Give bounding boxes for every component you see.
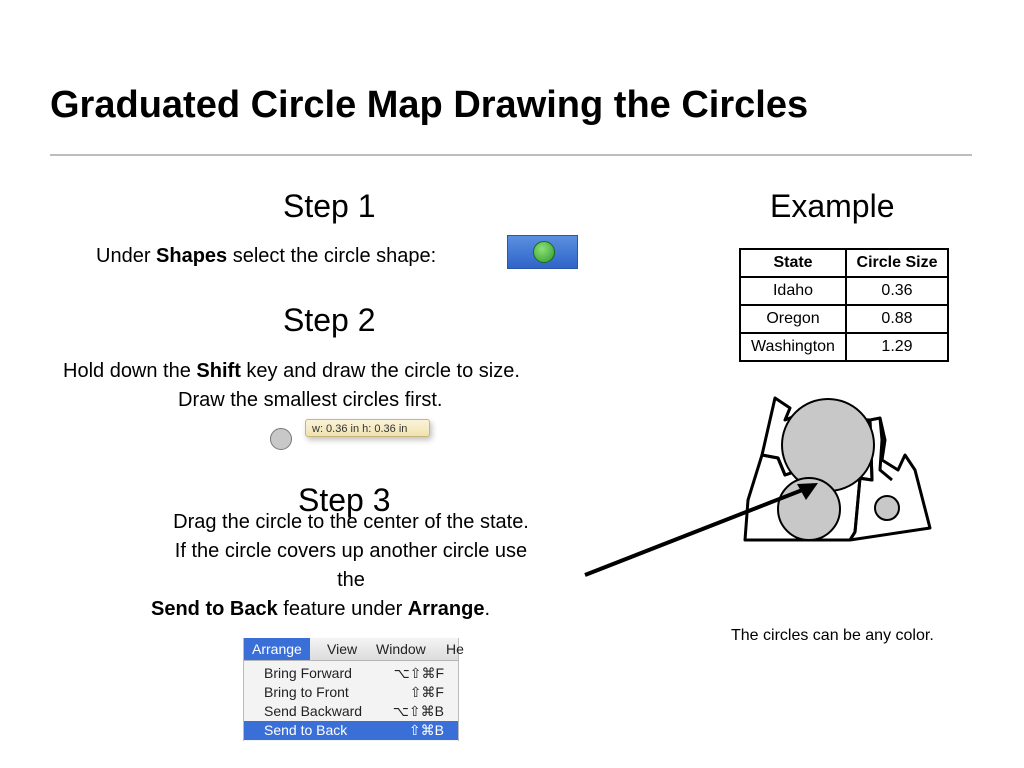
menu-help[interactable]: He <box>446 641 464 657</box>
cell-state: Oregon <box>740 305 846 333</box>
cell-state: Idaho <box>740 277 846 305</box>
step1-text-pre: Under <box>96 245 157 267</box>
size-tooltip: w: 0.36 in h: 0.36 in <box>305 419 430 437</box>
step3-line4-mid: feature under <box>277 598 408 620</box>
cell-size: 0.88 <box>846 305 948 333</box>
menu-item-label: Send to Back <box>264 722 348 738</box>
header-circle-size: Circle Size <box>846 249 948 277</box>
step1-text-post: select the circle shape: <box>227 245 437 267</box>
step3-line3: the <box>337 569 365 591</box>
step3-line1: Drag the circle to the center of the state. <box>173 511 529 533</box>
step3-line4-end: . <box>484 598 491 620</box>
menu-view[interactable]: View <box>327 641 358 657</box>
menu-item-label: Send Backward <box>264 703 363 719</box>
example-heading: Example <box>770 188 895 224</box>
step2-line2: Draw the smallest circles first. <box>178 389 443 411</box>
cell-size: 1.29 <box>846 333 948 361</box>
state-boundary <box>880 418 892 480</box>
step3-heading: Step 3 <box>298 482 391 518</box>
step3-line2: If the circle covers up another circle use <box>174 540 528 562</box>
menu-item-label: Bring to Front <box>264 684 349 700</box>
menu-item-shortcut: ⌥⇧⌘B <box>392 703 444 719</box>
header-state: State <box>740 249 846 277</box>
menu-arrange[interactable]: Arrange <box>244 638 310 660</box>
menu-item-shortcut: ⌥⇧⌘F <box>393 665 444 681</box>
cell-size: 0.36 <box>846 277 948 305</box>
pointer-arrow <box>585 487 810 575</box>
menu-item-shortcut: ⇧⌘F <box>409 684 444 700</box>
washington-circle <box>782 399 874 491</box>
send-to-back-term: Send to Back <box>151 598 278 620</box>
example-caption: The circles can be any color. <box>731 627 934 644</box>
idaho-circle <box>875 496 899 520</box>
cell-state: Washington <box>740 333 846 361</box>
step2-heading: Step 2 <box>283 302 376 338</box>
step2-line1-pre: Hold down the <box>63 360 197 382</box>
menu-item-shortcut: ⇧⌘B <box>408 722 444 738</box>
step2-line1-post: key and draw the circle to size. <box>240 360 520 382</box>
step2-line1-bold: Shift <box>196 360 241 382</box>
step1-heading: Step 1 <box>283 188 376 224</box>
arrange-term: Arrange <box>407 598 485 620</box>
menu-item-label: Bring Forward <box>264 665 352 681</box>
menu-window[interactable]: Window <box>376 641 426 657</box>
step1-text-bold: Shapes <box>156 245 228 267</box>
slide-title: Graduated Circle Map Drawing the Circles <box>50 84 809 126</box>
